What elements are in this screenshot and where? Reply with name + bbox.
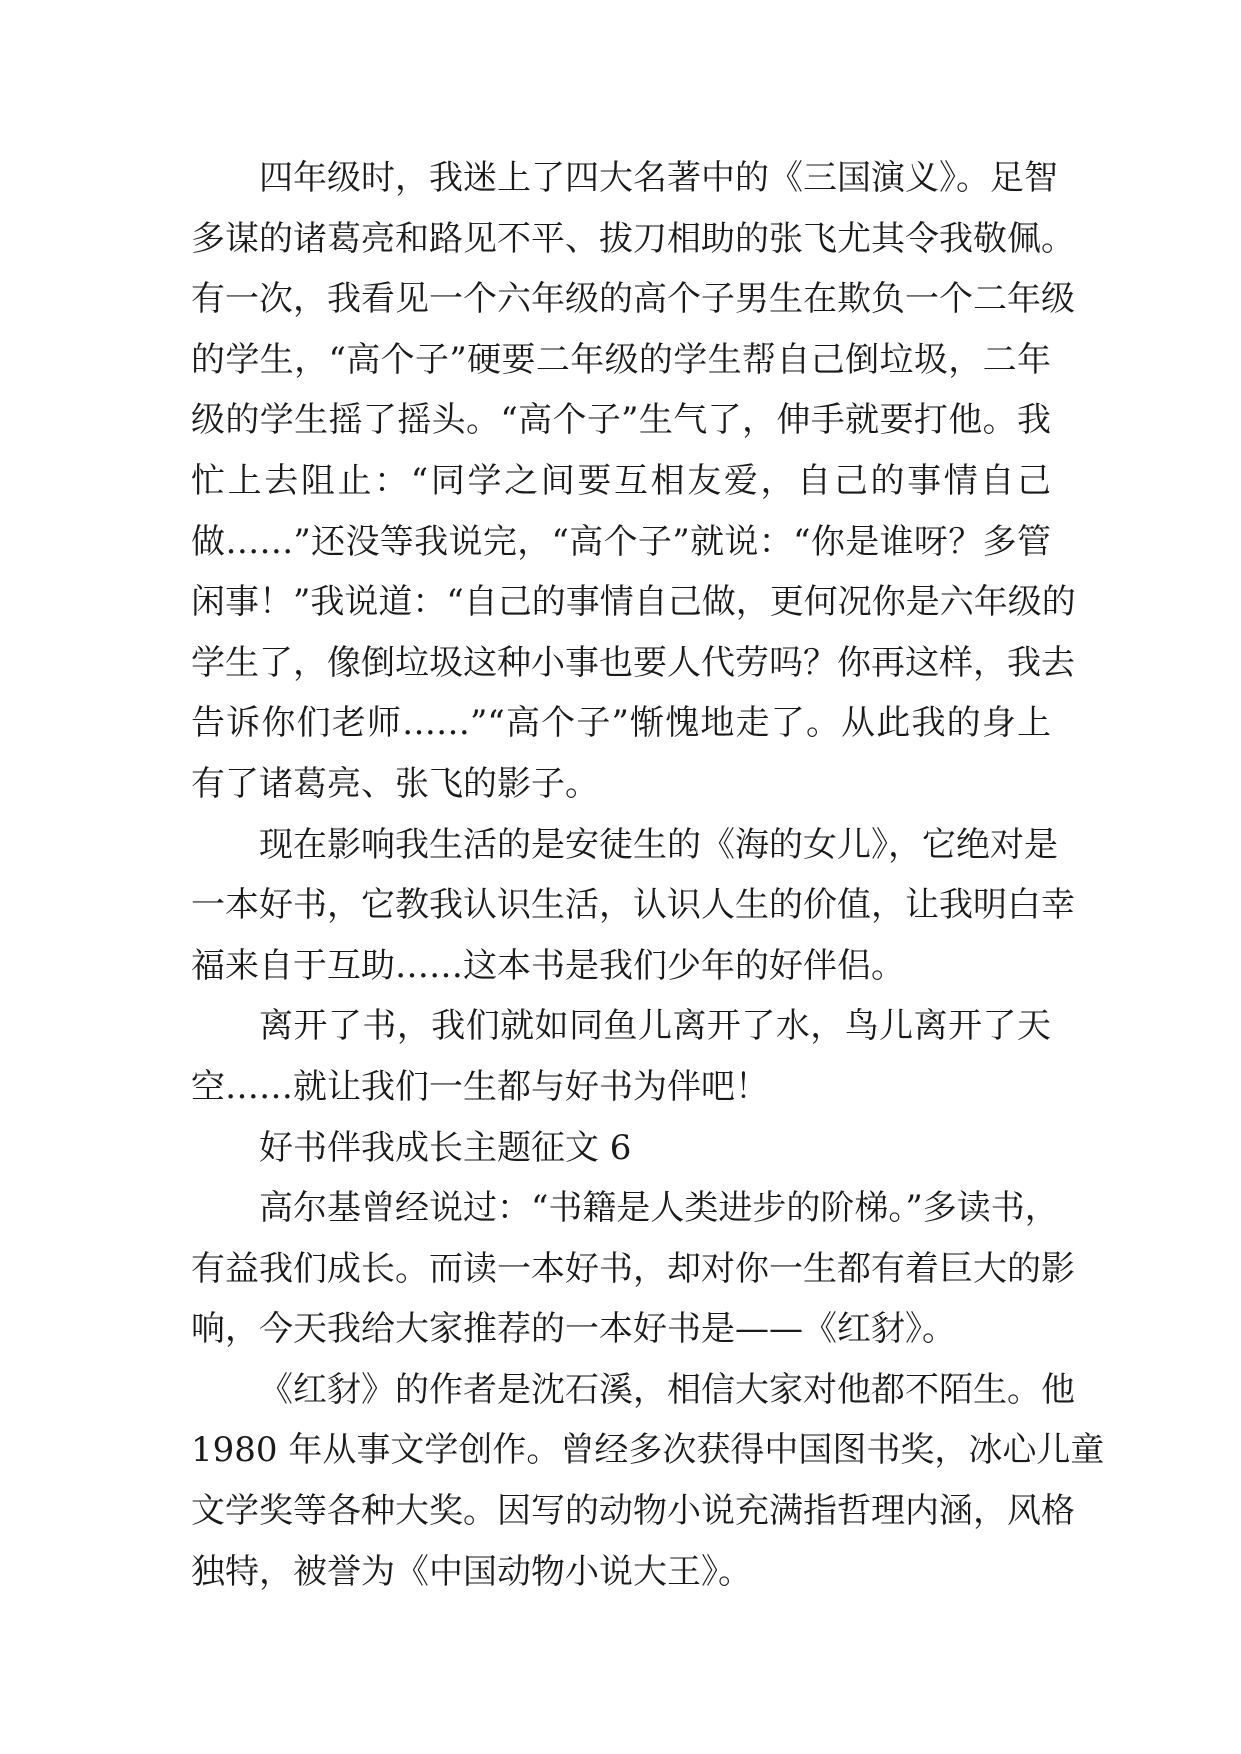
text-line: 级的学生摇了摇头。“高个子”生气了，伸手就要打他。我 — [191, 400, 1051, 441]
document-body — [191, 148, 1105, 1602]
text-line: 有了诸葛亮、张飞的影子。 — [191, 763, 599, 804]
section-heading: 好书伴我成长主题征文 6 — [259, 1127, 632, 1168]
text-line: 现在影响我生活的是安徒生的《海的女儿》，它绝对是 — [259, 824, 1058, 865]
text-line: 《红豺》的作者是沈石溪，相信大家对他都不陌生。他 — [259, 1369, 1075, 1410]
text-line: 有益我们成长。而读一本好书，却对你一生都有着巨大的影 — [191, 1248, 1075, 1289]
text-line: 告诉你们老师……”“高个子”惭愧地走了。从此我的身上 — [191, 703, 1051, 744]
text-line: 的学生，“高个子”硬要二年级的学生帮自己倒垃圾，二年 — [191, 339, 1051, 380]
text-line: 一本好书，它教我认识生活，认识人生的价值，让我明白幸 — [191, 885, 1075, 926]
text-line: 闲事！”我说道：“自己的事情自己做，更何况你是六年级的 — [191, 582, 1076, 623]
text-line: 有一次，我看见一个六年级的高个子男生在欺负一个二年级 — [191, 279, 1075, 320]
text-line: 忙上去阻止：“同学之间要互相友爱，自己的事情自己 — [191, 460, 1051, 501]
text-line: 空……就让我们一生都与好书为伴吧！ — [191, 1066, 769, 1107]
text-line: 文学奖等各种大奖。因写的动物小说充满指哲理内涵，风格 — [191, 1491, 1075, 1532]
text-line: 1980 年从事文学创作。曾经多次获得中国图书奖，冰心儿童 — [191, 1430, 1105, 1471]
text-line: 高尔基曾经说过：“书籍是人类进步的阶梯。”多读书， — [259, 1188, 1059, 1229]
text-line: 四年级时，我迷上了四大名著中的《三国演义》。足智 — [259, 158, 1058, 198]
text-line: 福来自于互助……这本书是我们少年的好伴侣。 — [191, 945, 905, 986]
text-line: 独特，被誉为《中国动物小说大王》。 — [191, 1551, 752, 1592]
text-line: 多谋的诸葛亮和路见不平、拔刀相助的张飞尤其令我敬佩。 — [191, 218, 1075, 259]
text-line: 离开了书，我们就如同鱼儿离开了水，鸟儿离开了天 — [259, 1006, 1051, 1047]
text-line: 学生了，像倒垃圾这种小事也要人代劳吗？你再这样，我去 — [191, 642, 1075, 683]
text-line: 响，今天我给大家推荐的一本好书是——《红豺》。 — [191, 1309, 956, 1350]
text-line: 做……”还没等我说完，“高个子”就说：“你是谁呀？多管 — [191, 521, 1051, 562]
